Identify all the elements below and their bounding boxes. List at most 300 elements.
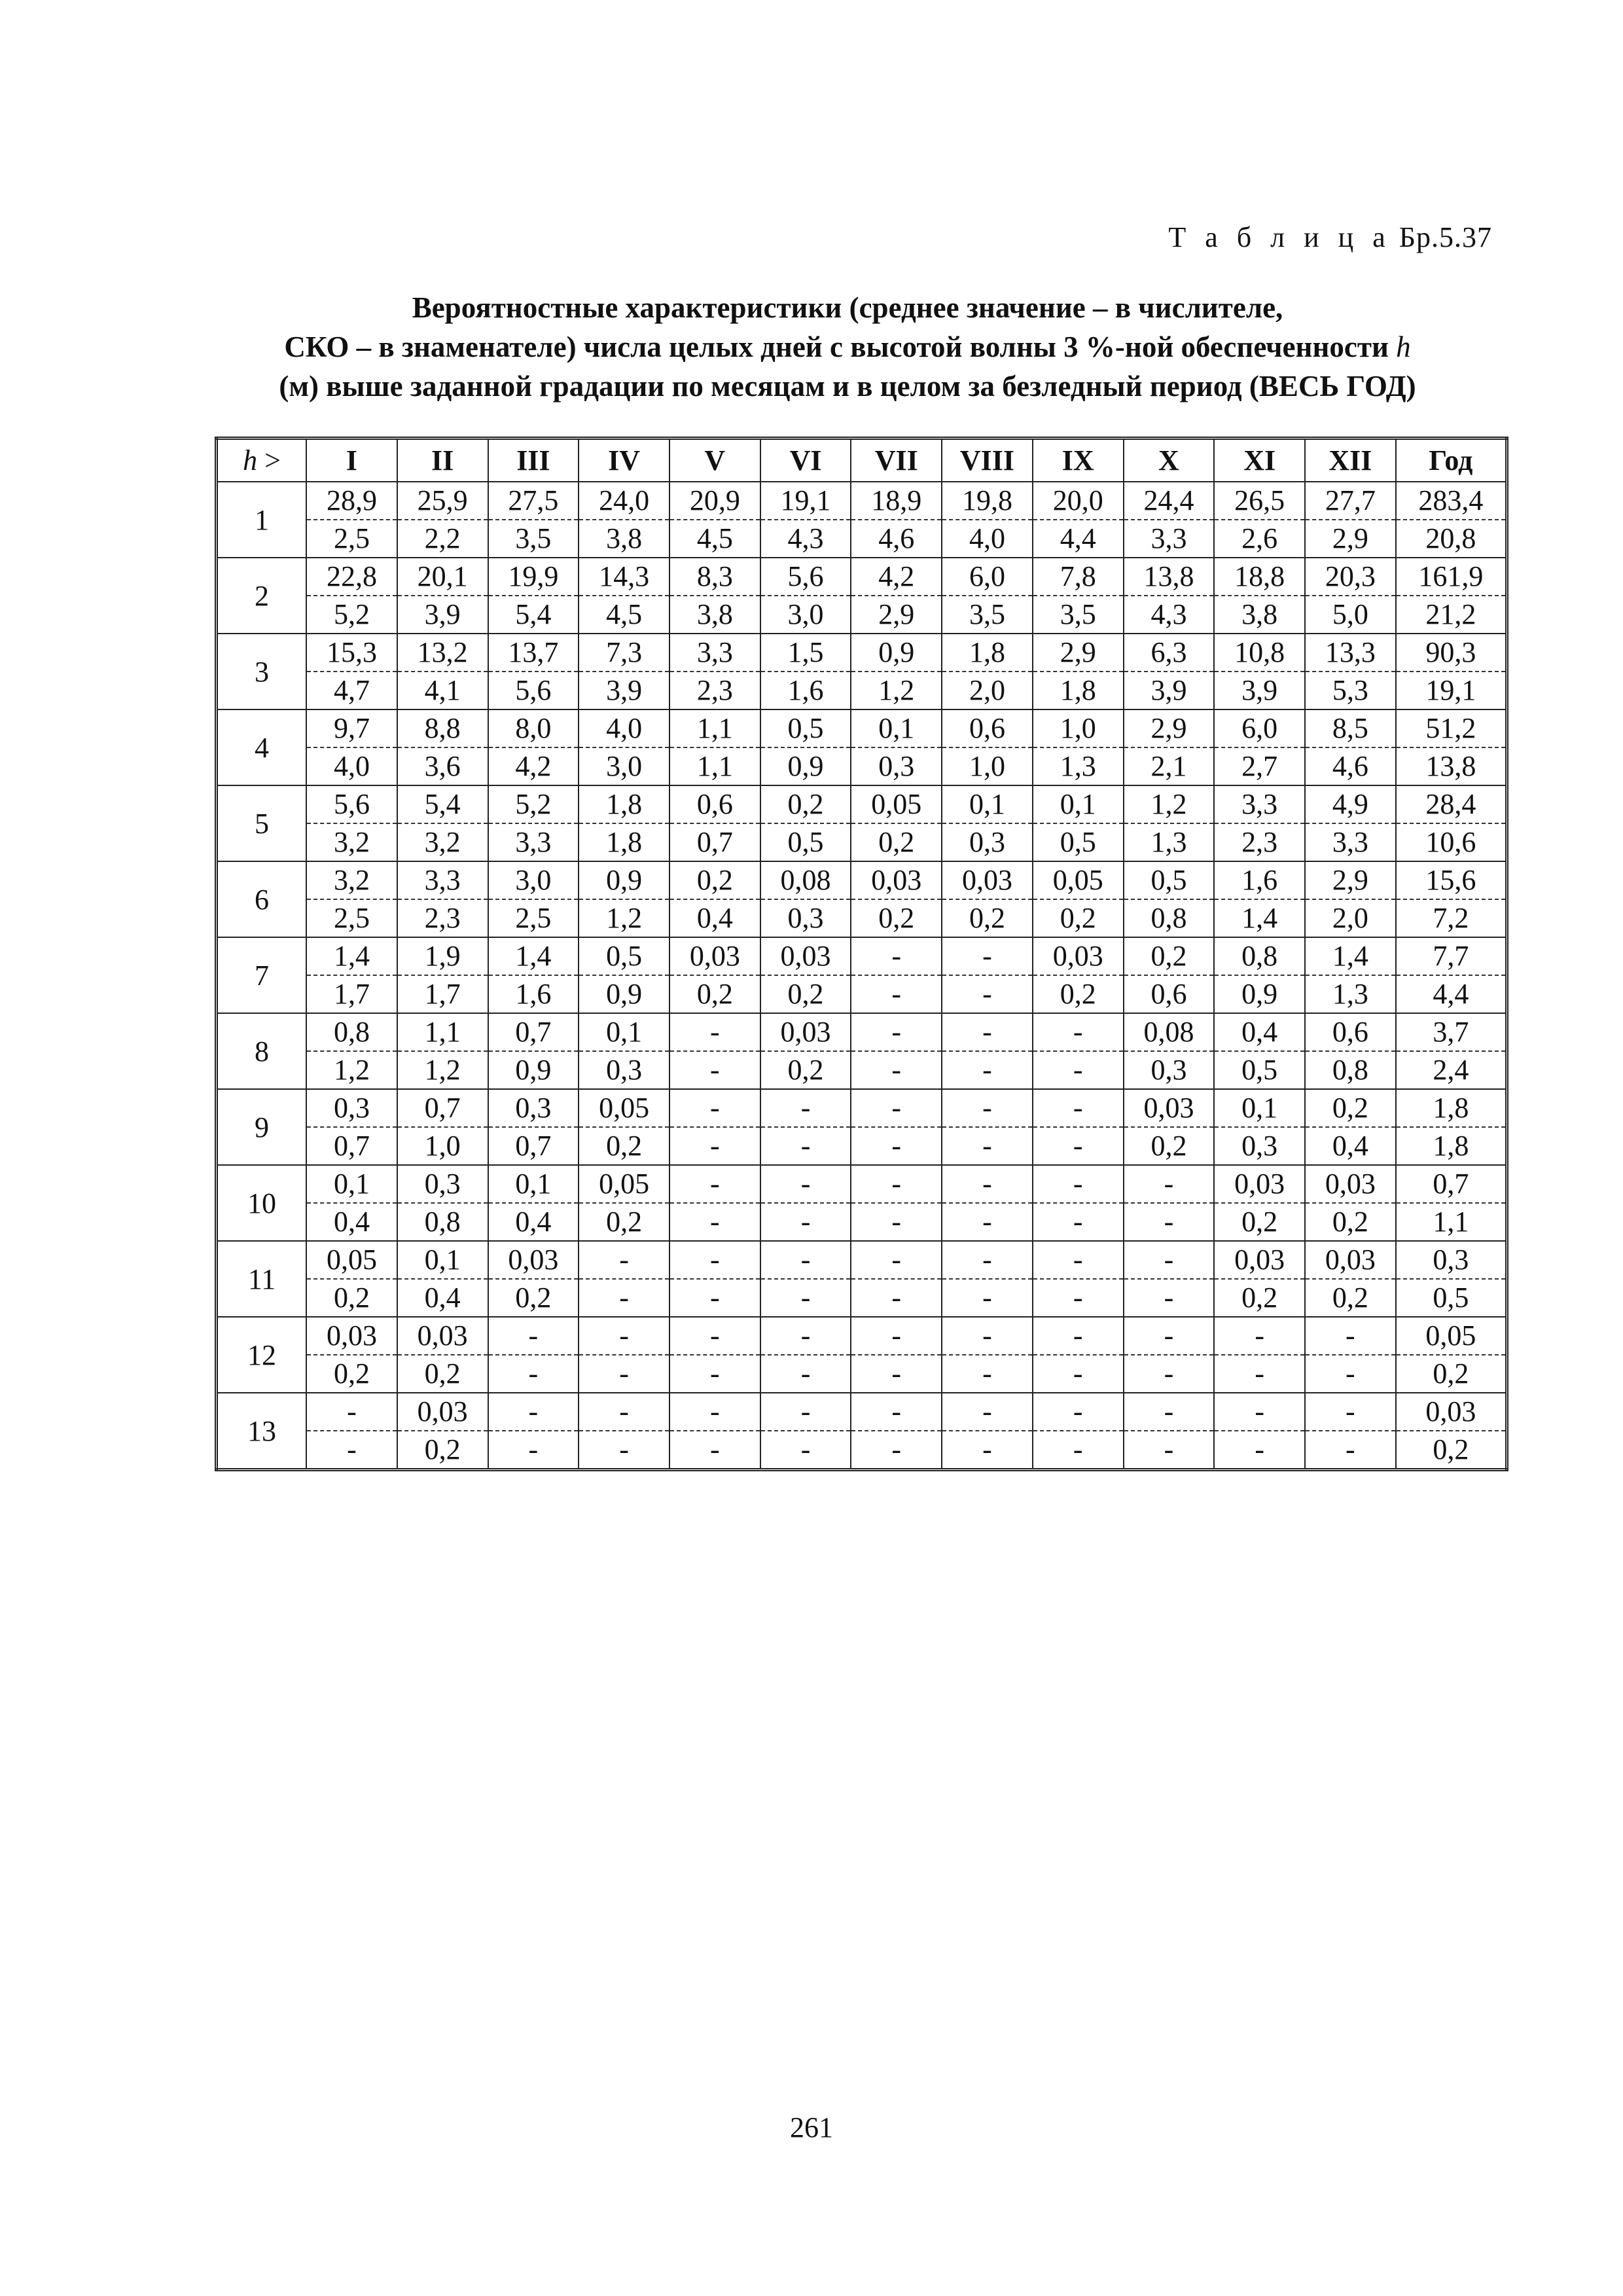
sd-cell: 0,2 <box>1396 1431 1507 1470</box>
sd-cell: 5,0 <box>1305 596 1396 634</box>
table-row-mean <box>217 1317 1507 1355</box>
mean-cell: 0,05 <box>851 785 942 823</box>
sd-cell: 0,2 <box>942 899 1033 937</box>
mean-cell: - <box>1033 1089 1124 1127</box>
mean-cell: - <box>942 1089 1033 1127</box>
mean-cell: - <box>942 1317 1033 1355</box>
sd-cell: - <box>760 1431 851 1470</box>
mean-cell: 1,2 <box>1124 785 1215 823</box>
mean-cell: 0,08 <box>760 861 851 899</box>
sd-cell: 2,0 <box>1305 899 1396 937</box>
sd-cell: 3,9 <box>579 672 669 709</box>
sd-cell: - <box>306 1431 397 1470</box>
sd-cell: 1,8 <box>579 823 669 861</box>
mean-cell: 18,9 <box>851 482 942 520</box>
mean-cell: 14,3 <box>579 558 669 596</box>
sd-cell: 1,3 <box>1124 823 1215 861</box>
table-row-sd <box>217 823 1507 861</box>
sd-cell: - <box>760 1355 851 1393</box>
mean-cell: 0,9 <box>851 634 942 672</box>
sd-cell: 1,8 <box>1396 1127 1507 1165</box>
table-row-sd <box>217 975 1507 1013</box>
title-line-2-var: h <box>1396 331 1411 363</box>
mean-cell: 1,6 <box>1214 861 1305 899</box>
mean-cell: 10,8 <box>1214 634 1305 672</box>
table-row-mean <box>217 785 1507 823</box>
table-row-mean <box>217 482 1507 520</box>
sd-cell: 0,2 <box>397 1431 488 1470</box>
sd-cell: 3,8 <box>669 596 760 634</box>
mean-cell: 5,6 <box>306 785 397 823</box>
mean-cell: 24,0 <box>579 482 669 520</box>
sd-cell: - <box>669 1203 760 1241</box>
table-row-sd <box>217 1203 1507 1241</box>
mean-cell: 3,7 <box>1396 1013 1507 1051</box>
table-label <box>1168 221 1492 254</box>
sd-cell: 3,3 <box>1305 823 1396 861</box>
sd-cell: - <box>669 1431 760 1470</box>
sd-cell: 0,2 <box>306 1355 397 1393</box>
mean-cell: 0,03 <box>397 1393 488 1431</box>
table-row-mean <box>217 937 1507 975</box>
sd-cell: 0,3 <box>942 823 1033 861</box>
table-row-sd <box>217 1051 1507 1089</box>
mean-cell: 0,03 <box>488 1241 579 1279</box>
sd-cell: 0,3 <box>579 1051 669 1089</box>
mean-cell: 1,5 <box>760 634 851 672</box>
sd-cell: 0,2 <box>1214 1203 1305 1241</box>
sd-cell: 0,4 <box>669 899 760 937</box>
sd-cell: 4,5 <box>579 596 669 634</box>
mean-cell: 0,1 <box>306 1165 397 1203</box>
header-month: VIII <box>942 439 1033 482</box>
mean-cell: 0,2 <box>669 861 760 899</box>
sd-cell: 2,0 <box>942 672 1033 709</box>
mean-cell: 8,0 <box>488 709 579 747</box>
page-number: 261 <box>790 2111 833 2144</box>
sd-cell: 0,7 <box>306 1127 397 1165</box>
sd-cell: - <box>669 1127 760 1165</box>
row-h-value: 7 <box>217 937 307 1013</box>
mean-cell: 1,0 <box>1033 709 1124 747</box>
sd-cell: 4,4 <box>1396 975 1507 1013</box>
sd-cell: 19,1 <box>1396 672 1507 709</box>
mean-cell: 6,3 <box>1124 634 1215 672</box>
sd-cell: 5,4 <box>488 596 579 634</box>
mean-cell: 0,05 <box>1033 861 1124 899</box>
sd-cell: 3,5 <box>1033 596 1124 634</box>
sd-cell: - <box>760 1127 851 1165</box>
mean-cell: - <box>669 1241 760 1279</box>
sd-cell: 2,3 <box>1214 823 1305 861</box>
mean-cell: 0,3 <box>488 1089 579 1127</box>
sd-cell: 0,9 <box>760 747 851 785</box>
sd-cell: 0,2 <box>760 975 851 1013</box>
sd-cell: 0,9 <box>1214 975 1305 1013</box>
mean-cell: - <box>1305 1393 1396 1431</box>
sd-cell: 2,5 <box>306 520 397 558</box>
mean-cell: - <box>942 1241 1033 1279</box>
sd-cell: 0,9 <box>579 975 669 1013</box>
mean-cell: 3,3 <box>669 634 760 672</box>
sd-cell: 0,5 <box>1396 1279 1507 1317</box>
table-row-mean <box>217 1089 1507 1127</box>
mean-cell: 0,6 <box>942 709 1033 747</box>
sd-cell: - <box>669 1051 760 1089</box>
table-row-mean <box>217 1013 1507 1051</box>
sd-cell: 3,5 <box>488 520 579 558</box>
mean-cell: - <box>1214 1317 1305 1355</box>
mean-cell: 6,0 <box>1214 709 1305 747</box>
sd-cell: - <box>1214 1355 1305 1393</box>
mean-cell: 0,3 <box>397 1165 488 1203</box>
sd-cell: 0,4 <box>306 1203 397 1241</box>
sd-cell: 0,3 <box>760 899 851 937</box>
sd-cell: - <box>1033 1431 1124 1470</box>
sd-cell: 21,2 <box>1396 596 1507 634</box>
sd-cell: 1,6 <box>488 975 579 1013</box>
sd-cell: 4,6 <box>851 520 942 558</box>
sd-cell: 0,8 <box>1124 899 1215 937</box>
table-label-prefix: Т а б л и ц а <box>1168 221 1391 253</box>
sd-cell: - <box>579 1279 669 1317</box>
sd-cell: 1,4 <box>1214 899 1305 937</box>
sd-cell: 2,1 <box>1124 747 1215 785</box>
table-row-mean <box>217 861 1507 899</box>
mean-cell: 0,05 <box>579 1165 669 1203</box>
sd-cell: 4,1 <box>397 672 488 709</box>
sd-cell: 4,0 <box>306 747 397 785</box>
sd-cell: 1,1 <box>1396 1203 1507 1241</box>
mean-cell: 0,03 <box>1124 1089 1215 1127</box>
mean-cell: 26,5 <box>1214 482 1305 520</box>
mean-cell: - <box>1124 1393 1215 1431</box>
mean-cell: 6,0 <box>942 558 1033 596</box>
sd-cell: 0,2 <box>669 975 760 1013</box>
row-h-value: 12 <box>217 1317 307 1393</box>
mean-cell: 51,2 <box>1396 709 1507 747</box>
mean-cell: 18,8 <box>1214 558 1305 596</box>
sd-cell: 20,8 <box>1396 520 1507 558</box>
mean-cell: 1,4 <box>488 937 579 975</box>
mean-cell: 0,03 <box>1214 1165 1305 1203</box>
header-month: I <box>306 439 397 482</box>
mean-cell: - <box>760 1317 851 1355</box>
sd-cell: 2,3 <box>669 672 760 709</box>
mean-cell: 19,9 <box>488 558 579 596</box>
header-h-column <box>217 439 307 482</box>
sd-cell: 2,9 <box>1305 520 1396 558</box>
mean-cell: 0,1 <box>1214 1089 1305 1127</box>
sd-cell: 5,3 <box>1305 672 1396 709</box>
mean-cell: 8,8 <box>397 709 488 747</box>
sd-cell: 0,9 <box>488 1051 579 1089</box>
sd-cell: 3,6 <box>397 747 488 785</box>
sd-cell: 2,5 <box>488 899 579 937</box>
row-h-value: 8 <box>217 1013 307 1089</box>
sd-cell: 1,6 <box>760 672 851 709</box>
mean-cell: 1,8 <box>579 785 669 823</box>
mean-cell: 28,4 <box>1396 785 1507 823</box>
sd-cell: 7,2 <box>1396 899 1507 937</box>
sd-cell: 3,8 <box>1214 596 1305 634</box>
sd-cell: 10,6 <box>1396 823 1507 861</box>
mean-cell: 1,1 <box>397 1013 488 1051</box>
mean-cell: 0,03 <box>1033 937 1124 975</box>
mean-cell: 25,9 <box>397 482 488 520</box>
sd-cell: 2,5 <box>306 899 397 937</box>
mean-cell: - <box>851 1165 942 1203</box>
mean-cell: - <box>1124 1165 1215 1203</box>
sd-cell: 4,3 <box>1124 596 1215 634</box>
sd-cell: - <box>851 1279 942 1317</box>
mean-cell: 0,05 <box>579 1089 669 1127</box>
header-month: VII <box>851 439 942 482</box>
sd-cell: 0,2 <box>1396 1355 1507 1393</box>
sd-cell: 0,2 <box>1033 899 1124 937</box>
row-h-value: 1 <box>217 482 307 558</box>
table-row-sd <box>217 1127 1507 1165</box>
mean-cell: - <box>1124 1241 1215 1279</box>
table-row-mean <box>217 1165 1507 1203</box>
mean-cell: 1,8 <box>1396 1089 1507 1127</box>
sd-cell: - <box>851 1355 942 1393</box>
table-row-sd <box>217 596 1507 634</box>
mean-cell: - <box>669 1089 760 1127</box>
mean-cell: 0,8 <box>1214 937 1305 975</box>
mean-cell: 0,9 <box>579 861 669 899</box>
mean-cell: 5,4 <box>397 785 488 823</box>
sd-cell: - <box>669 1279 760 1317</box>
mean-cell: 19,1 <box>760 482 851 520</box>
sd-cell: - <box>942 1127 1033 1165</box>
mean-cell: 3,3 <box>397 861 488 899</box>
mean-cell: - <box>579 1393 669 1431</box>
table-label-number: Бр.5.37 <box>1399 221 1492 253</box>
mean-cell: - <box>851 1089 942 1127</box>
sd-cell: - <box>942 1431 1033 1470</box>
sd-cell: 0,2 <box>1305 1203 1396 1241</box>
mean-cell: 28,9 <box>306 482 397 520</box>
sd-cell: 0,2 <box>488 1279 579 1317</box>
sd-cell: - <box>1214 1431 1305 1470</box>
sd-cell: - <box>942 1203 1033 1241</box>
mean-cell: - <box>851 1241 942 1279</box>
mean-cell: - <box>669 1013 760 1051</box>
mean-cell: 4,9 <box>1305 785 1396 823</box>
header-h-sign: > <box>257 444 281 476</box>
mean-cell: 5,2 <box>488 785 579 823</box>
mean-cell: - <box>579 1241 669 1279</box>
sd-cell: 0,2 <box>306 1279 397 1317</box>
sd-cell: 1,3 <box>1305 975 1396 1013</box>
mean-cell: 0,05 <box>1396 1317 1507 1355</box>
sd-cell: - <box>488 1431 579 1470</box>
sd-cell: 0,8 <box>1305 1051 1396 1089</box>
table-row-mean <box>217 1241 1507 1279</box>
sd-cell: 3,9 <box>1124 672 1215 709</box>
sd-cell: 0,5 <box>1033 823 1124 861</box>
sd-cell: 0,2 <box>1214 1279 1305 1317</box>
mean-cell: 0,5 <box>579 937 669 975</box>
mean-cell: 0,03 <box>851 861 942 899</box>
title-line-1: Вероятностные характеристики (среднее значение – в числителе, <box>412 291 1283 324</box>
sd-cell: - <box>1033 1203 1124 1241</box>
mean-cell: 0,03 <box>397 1317 488 1355</box>
sd-cell: - <box>1033 1051 1124 1089</box>
sd-cell: 0,2 <box>851 899 942 937</box>
sd-cell: - <box>851 1431 942 1470</box>
sd-cell: 0,5 <box>760 823 851 861</box>
mean-cell: - <box>851 937 942 975</box>
sd-cell: 0,8 <box>397 1203 488 1241</box>
table-row-sd <box>217 1279 1507 1317</box>
mean-cell: - <box>579 1317 669 1355</box>
mean-cell: 3,0 <box>488 861 579 899</box>
mean-cell: - <box>760 1165 851 1203</box>
mean-cell: - <box>1033 1317 1124 1355</box>
sd-cell: 1,2 <box>397 1051 488 1089</box>
mean-cell: 0,1 <box>1033 785 1124 823</box>
row-h-value: 5 <box>217 785 307 861</box>
header-month: VI <box>760 439 851 482</box>
mean-cell: 8,3 <box>669 558 760 596</box>
table-row-mean <box>217 709 1507 747</box>
sd-cell: 3,9 <box>397 596 488 634</box>
sd-cell: - <box>760 1203 851 1241</box>
mean-cell: - <box>760 1241 851 1279</box>
table-body <box>217 482 1507 1470</box>
mean-cell: - <box>488 1393 579 1431</box>
mean-cell: - <box>851 1013 942 1051</box>
mean-cell: 15,3 <box>306 634 397 672</box>
row-h-value: 3 <box>217 634 307 709</box>
sd-cell: - <box>1124 1203 1215 1241</box>
sd-cell: 13,8 <box>1396 747 1507 785</box>
sd-cell: 0,3 <box>1214 1127 1305 1165</box>
sd-cell: - <box>1033 1279 1124 1317</box>
sd-cell: 1,2 <box>851 672 942 709</box>
sd-cell: 3,3 <box>1124 520 1215 558</box>
header-month: V <box>669 439 760 482</box>
sd-cell: - <box>1033 1355 1124 1393</box>
sd-cell: 0,4 <box>1305 1127 1396 1165</box>
table-row-sd <box>217 672 1507 709</box>
mean-cell: 0,8 <box>306 1013 397 1051</box>
header-month: II <box>397 439 488 482</box>
sd-cell: - <box>851 1127 942 1165</box>
sd-cell: - <box>851 1203 942 1241</box>
sd-cell: 0,3 <box>1124 1051 1215 1089</box>
mean-cell: 0,6 <box>669 785 760 823</box>
mean-cell: 15,6 <box>1396 861 1507 899</box>
sd-cell: 0,5 <box>1214 1051 1305 1089</box>
mean-cell: 0,08 <box>1124 1013 1215 1051</box>
sd-cell: - <box>1124 1279 1215 1317</box>
mean-cell: - <box>1305 1317 1396 1355</box>
table-row-sd <box>217 1431 1507 1470</box>
sd-cell: 1,7 <box>397 975 488 1013</box>
mean-cell: 20,1 <box>397 558 488 596</box>
sd-cell: 3,0 <box>760 596 851 634</box>
mean-cell: 19,8 <box>942 482 1033 520</box>
mean-cell: - <box>488 1317 579 1355</box>
sd-cell: 4,7 <box>306 672 397 709</box>
mean-cell: 7,8 <box>1033 558 1124 596</box>
row-h-value: 11 <box>217 1241 307 1317</box>
sd-cell: - <box>942 1355 1033 1393</box>
sd-cell: 5,2 <box>306 596 397 634</box>
mean-cell: 9,7 <box>306 709 397 747</box>
sd-cell: 3,5 <box>942 596 1033 634</box>
data-table <box>215 437 1508 1471</box>
mean-cell: 0,1 <box>851 709 942 747</box>
sd-cell: 0,2 <box>579 1203 669 1241</box>
mean-cell: 1,1 <box>669 709 760 747</box>
sd-cell: 0,2 <box>1124 1127 1215 1165</box>
mean-cell: - <box>942 1393 1033 1431</box>
sd-cell: 1,8 <box>1033 672 1124 709</box>
mean-cell: 5,6 <box>760 558 851 596</box>
mean-cell: - <box>1033 1241 1124 1279</box>
mean-cell: - <box>942 1013 1033 1051</box>
sd-cell: 0,6 <box>1124 975 1215 1013</box>
mean-cell: - <box>851 1317 942 1355</box>
sd-cell: 2,7 <box>1214 747 1305 785</box>
sd-cell: 3,2 <box>397 823 488 861</box>
sd-cell: 0,2 <box>579 1127 669 1165</box>
mean-cell: 8,5 <box>1305 709 1396 747</box>
header-month: XI <box>1214 439 1305 482</box>
title-line-3: (м) выше заданной градации по месяцам и в целом за безледный период (ВЕСЬ ГОД) <box>279 370 1416 403</box>
sd-cell: - <box>942 1051 1033 1089</box>
mean-cell: - <box>760 1393 851 1431</box>
sd-cell: - <box>1124 1431 1215 1470</box>
table-row-mean <box>217 558 1507 596</box>
sd-cell: 1,1 <box>669 747 760 785</box>
mean-cell: 0,03 <box>1305 1241 1396 1279</box>
table-row-mean <box>217 634 1507 672</box>
sd-cell: - <box>942 1279 1033 1317</box>
table-row-sd <box>217 747 1507 785</box>
sd-cell: - <box>579 1431 669 1470</box>
sd-cell: 0,2 <box>1033 975 1124 1013</box>
sd-cell: 0,4 <box>488 1203 579 1241</box>
sd-cell: - <box>1124 1355 1215 1393</box>
sd-cell: 2,6 <box>1214 520 1305 558</box>
mean-cell: 0,03 <box>760 1013 851 1051</box>
mean-cell: - <box>1033 1165 1124 1203</box>
table-row-sd <box>217 520 1507 558</box>
sd-cell: 1,7 <box>306 975 397 1013</box>
table-header-row <box>217 439 1507 482</box>
mean-cell: 0,03 <box>1214 1241 1305 1279</box>
header-month: Год <box>1396 439 1507 482</box>
row-h-value: 4 <box>217 709 307 785</box>
mean-cell: 0,7 <box>1396 1165 1507 1203</box>
mean-cell: 283,4 <box>1396 482 1507 520</box>
sd-cell: 3,3 <box>488 823 579 861</box>
sd-cell: 0,3 <box>851 747 942 785</box>
sd-cell: 5,6 <box>488 672 579 709</box>
sd-cell: 1,2 <box>579 899 669 937</box>
mean-cell: 3,3 <box>1214 785 1305 823</box>
mean-cell: - <box>1124 1317 1215 1355</box>
mean-cell: - <box>851 1393 942 1431</box>
mean-cell: 7,7 <box>1396 937 1507 975</box>
table-row-mean <box>217 1393 1507 1431</box>
sd-cell: 3,8 <box>579 520 669 558</box>
